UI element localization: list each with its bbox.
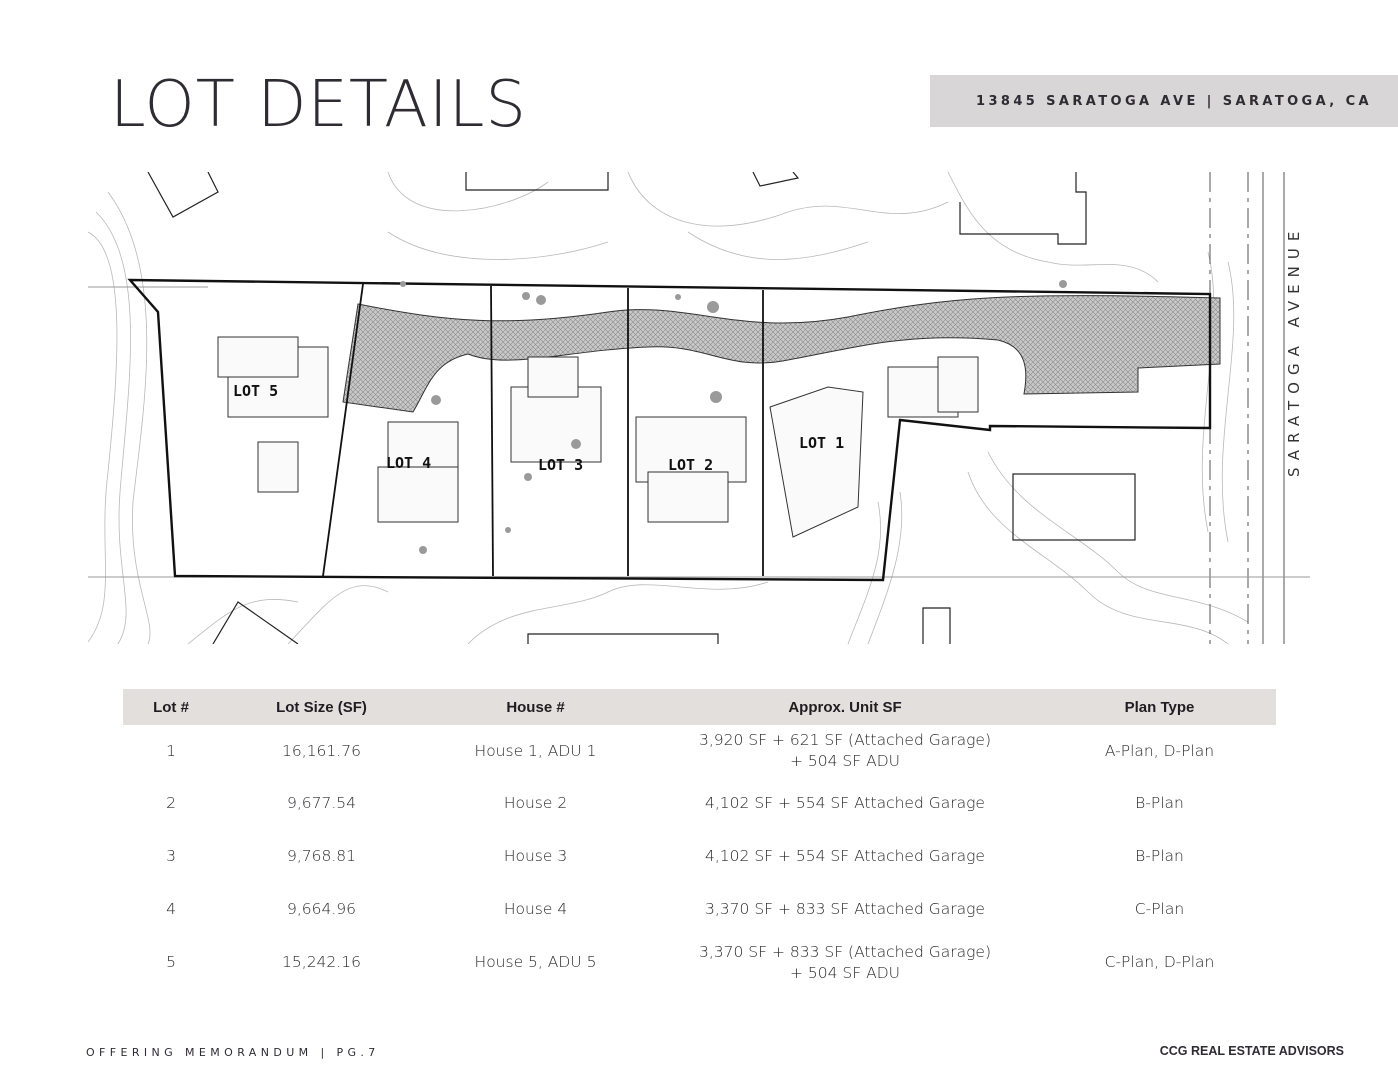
lot-details-table [123,689,1276,989]
cell-lot: 4 [166,900,176,918]
lot-label-1: LOT 1 [799,434,845,452]
cell-size: 16,161.76 [282,741,361,760]
cell-house: House 3 [503,847,568,865]
header-plan-type: Plan Type [1043,689,1276,725]
cell-plan: B-Plan [1135,847,1184,865]
unit-sf-line2: + 504 SF ADU [790,752,900,770]
cell-lot: 5 [166,953,176,971]
header-lot-size: Lot Size (SF) [219,689,424,725]
shared-driveway [343,296,1220,412]
address-banner [930,75,1398,127]
cell-unit-sf [647,936,1043,989]
table-header-row [123,689,1276,725]
lot-label-3: LOT 3 [538,456,584,474]
page-title: LOT DETAILS [110,68,527,142]
cell-size: 9,677.54 [286,794,357,812]
header-unit-sf: Approx. Unit SF [647,689,1043,725]
lot-label-2: LOT 2 [668,456,714,474]
table-row [123,883,1276,936]
lot-label-5: LOT 5 [233,382,279,400]
cell-plan: C-Plan, D-Plan [1104,953,1215,971]
cell-plan: C-Plan [1134,900,1185,918]
cell-lot: 3 [166,847,176,865]
cell-size: 9,664.96 [286,900,357,918]
cell-house: House 1, ADU 1 [474,741,597,760]
cell-size: 9,768.81 [286,847,357,865]
cell-lot: 2 [166,794,176,812]
cell-size: 15,242.16 [282,953,361,971]
table-row [123,725,1276,777]
site-plan-drawing [88,172,1310,644]
cell-house: House 4 [503,900,568,918]
unit-sf-line1: 3,370 SF + 833 SF (Attached Garage) [698,942,992,961]
street-name-label: SARATOGA AVENUE [1285,224,1303,477]
cell-house: House 5, ADU 5 [474,953,597,971]
footer-company-name: CCG REAL ESTATE ADVISORS [1159,1044,1344,1058]
header-house-number: House # [424,689,647,725]
cell-lot: 1 [166,741,176,760]
unit-sf-line1: 3,920 SF + 621 SF (Attached Garage) [698,731,992,749]
cell-plan: A-Plan, D-Plan [1104,741,1215,760]
cell-unit-sf: 3,370 SF + 833 SF Attached Garage [705,900,985,918]
address-text: 13845 SARATOGA AVE | SARATOGA, CA [976,93,1372,109]
lot-label-4: LOT 4 [386,454,432,472]
cell-house: House 2 [503,794,568,812]
cell-plan: B-Plan [1135,794,1184,812]
table-row [123,830,1276,883]
header-lot-number: Lot # [123,689,219,725]
unit-sf-line2: + 504 SF ADU [790,963,900,982]
table-row [123,936,1276,989]
cell-unit-sf: 4,102 SF + 554 SF Attached Garage [705,794,985,812]
footer-page-label: OFFERING MEMORANDUM | PG.7 [86,1046,380,1059]
table-row [123,777,1276,830]
cell-unit-sf: 4,102 SF + 554 SF Attached Garage [705,847,985,865]
cell-unit-sf [647,725,1043,777]
